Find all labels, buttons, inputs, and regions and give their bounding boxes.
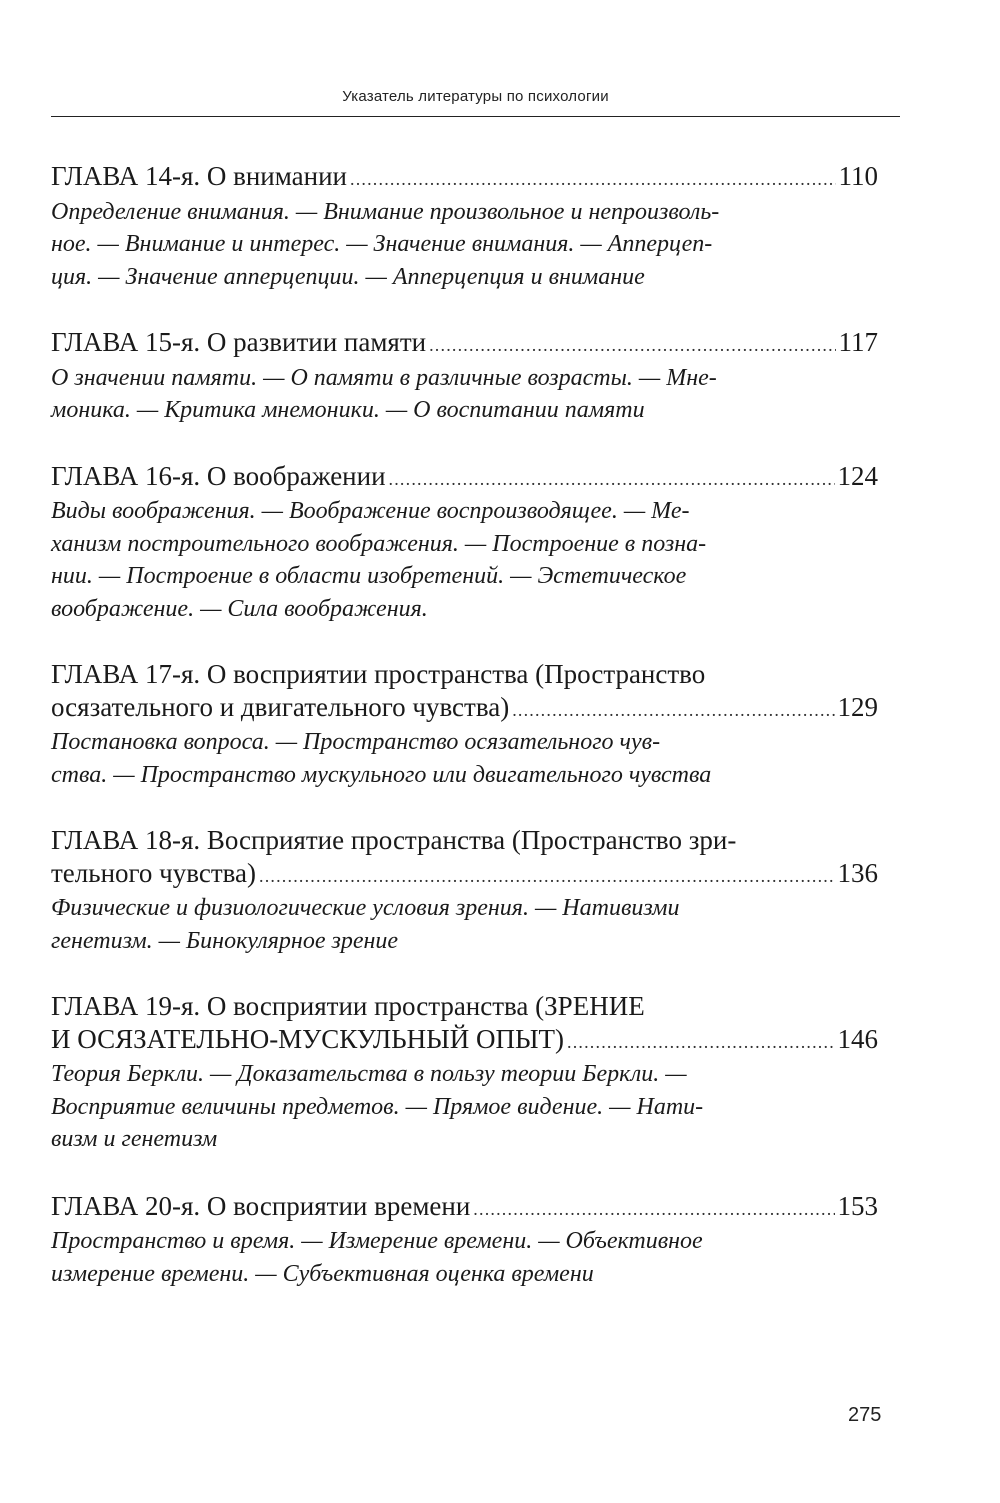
dot-leader [259,860,835,893]
chapter-description-line: моника. — Критика мнемоники. — О воспитании памяти [51,397,645,423]
dot-leader [567,1026,835,1059]
chapter-page-number: 117 [838,327,878,357]
chapter-description-line: ханизм построительного воображения. — Построение в позна- [51,530,707,557]
running-header: Указатель литературы по психологии [342,88,609,105]
toc-entry [51,990,878,1156]
table-of-contents [51,160,878,1290]
chapter-page-number: 153 [837,1190,878,1221]
chapter-description-line: ства. — Пространство мускульного или двигательного чувства [51,761,712,788]
toc-entry [51,824,878,957]
chapter-page-number: 124 [837,460,878,491]
chapter-title-line [51,460,878,496]
chapter-title: ГЛАВА 17-я. О восприятии пространства (Пространство [51,659,706,689]
chapter-description-line: нии. — Построение в области изобретений. — Эстетическое [51,563,687,589]
chapter-description [51,892,878,957]
chapter-title: И ОСЯЗАТЕЛЬНО-МУСКУЛЬНЫЙ ОПЫТ) [51,1023,564,1054]
dot-leader [512,694,834,727]
chapter-title: ГЛАВА 14-я. О внимании [51,161,347,191]
chapter-title-line [51,857,878,893]
chapter-description-line: Теория Беркли. — Доказательства в пользу теории Беркли. — [51,1061,687,1087]
dot-leader [429,329,835,362]
toc-entry [51,326,878,427]
chapter-description [51,1225,878,1290]
chapter-description-line: Виды воображения. — Воображение воспроизводящее. — Ме- [51,498,690,524]
toc-entry [51,1190,878,1291]
chapter-description-line: Пространство и время. — Измерение времени. — Объективное [51,1228,703,1254]
chapter-description-line: Постановка вопроса. — Пространство осязательного чув- [51,729,661,755]
chapter-page-number: 110 [838,161,878,191]
chapter-page-number: 129 [837,691,878,722]
chapter-title-line [51,658,878,691]
chapter-title: ГЛАВА 18-я. Восприятие пространства (Пространство зри- [51,825,737,855]
chapter-description [51,726,878,791]
chapter-title: ГЛАВА 20-я. О восприятии времени [51,1190,471,1221]
chapter-description-line: измерение времени. — Субъективная оценка времени [51,1260,594,1287]
chapter-description [51,495,878,625]
toc-entry [51,160,878,293]
chapter-description-line: воображение. — Сила воображения. [51,595,428,622]
chapter-title: осязательного и двигательного чувства) [51,691,510,722]
chapter-description-line: Восприятие величины предметов. — Прямое видение. — Нати- [51,1093,704,1120]
chapter-description-line: О значении памяти. — О памяти в различные возрасты. — Мне- [51,364,717,391]
chapter-page-number: 136 [837,857,878,888]
page-number: 275 [848,1404,882,1426]
chapter-title: ГЛАВА 16-я. О воображении [51,460,386,491]
dot-leader [389,463,835,496]
dot-leader [350,163,836,196]
chapter-title-line [51,990,878,1023]
chapter-title-line [51,1190,878,1226]
chapter-description-line: Определение внимания. — Внимание произвольное и непроизволь- [51,198,720,225]
chapter-title: тельного чувства) [51,857,256,888]
toc-entry [51,658,878,791]
toc-entry [51,460,878,626]
chapter-description-line: Физические и физиологические условия зрения. — Нативизми [51,895,680,921]
chapter-title-line [51,160,878,196]
chapter-title-line [51,1023,878,1059]
chapter-description [51,196,878,294]
chapter-description [51,1058,878,1156]
chapter-page-number: 146 [837,1023,878,1054]
chapter-description-line: ция. — Значение апперцепции. — Апперцепция и внимание [51,263,645,290]
chapter-title: ГЛАВА 19-я. О восприятии пространства (ЗРЕНИЕ [51,991,645,1021]
chapter-title-line [51,824,878,857]
chapter-description [51,362,878,427]
chapter-description-line: ное. — Внимание и интерес. — Значение внимания. — Апперцеп- [51,231,713,257]
chapter-title: ГЛАВА 15-я. О развитии памяти [51,327,427,357]
chapter-title-line [51,691,878,727]
chapter-description-line: визм и генетизм [51,1126,218,1152]
dot-leader [473,1193,834,1226]
chapter-description-line: генетизм. — Бинокулярное зрение [51,927,399,954]
chapter-title-line [51,326,878,362]
header-rule [51,116,900,117]
